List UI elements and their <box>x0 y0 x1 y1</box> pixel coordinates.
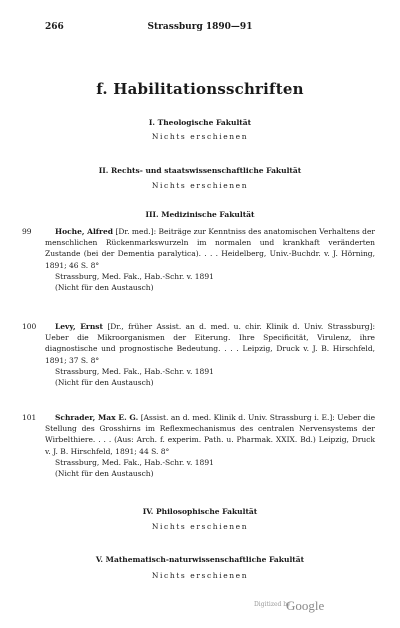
entry-body <box>45 321 375 366</box>
section-heading-science: V. Mathematisch-naturwissenschaftliche Fakultät <box>95 555 305 564</box>
entry-exchange-note: (Nicht für den Austausch) <box>55 469 154 479</box>
section-note-theology: Nichts erschienen <box>151 132 249 141</box>
entry-author: Schrader, Max E. G. <box>55 413 139 422</box>
section-heading-philosophy: IV. Philosophische Fakultät <box>142 507 258 516</box>
entry-number: 101 <box>22 413 37 422</box>
entry-100 <box>22 321 375 388</box>
running-title: Strassburg 1890—91 <box>147 22 253 32</box>
entry-number: 99 <box>22 227 32 236</box>
section-heading-theology: I. Theologische Fakultät <box>148 118 252 127</box>
entry-note: Strassburg, Med. Fak., Hab.-Schr. v. 1891 <box>55 271 214 281</box>
entry-99 <box>22 226 375 293</box>
entry-text: [Dr. med.]: Beiträge zur Kenntniss des anatomischen Verhaltens der menschlichen Rückenmarkswurzeln im normalen und krankhaft veränderten Zustande (bei der Dementia paralytica). . . . Heidelberg, Univ.-Buchdr. v. J. Hörning, 1891; 46 S. 8° <box>45 227 375 270</box>
google-watermark: Google <box>286 598 325 613</box>
entry-note: Strassburg, Med. Fak., Hab.-Schr. v. 1891 <box>55 366 214 376</box>
entry-body <box>45 412 375 457</box>
entry-101 <box>22 412 376 479</box>
section-heading-medicine: III. Medizinische Fakultät <box>145 210 255 219</box>
section-heading-law: II. Rechts- und staatswissenschaftliche Fakultät <box>98 166 302 175</box>
section-note-science: Nichts erschienen <box>151 571 249 580</box>
page-number: 266 <box>45 22 64 32</box>
entry-exchange-note: (Nicht für den Austausch) <box>55 378 154 388</box>
entry-author: Hoche, Alfred <box>55 227 113 236</box>
entry-author: Levy, Ernst <box>55 322 103 331</box>
section-note-philosophy: Nichts erschienen <box>151 522 249 531</box>
entry-exchange-note: (Nicht für den Austausch) <box>55 283 154 293</box>
section-note-law: Nichts erschienen <box>151 181 249 190</box>
page-title: f. Habilitationsschriften <box>96 80 304 98</box>
digitized-by-label: Digitized by <box>254 601 291 608</box>
entry-text: [Dr., früher Assist. an d. med. u. chir. Klinik d. Univ. Strassburg]: Ueber die Mikroorganismen der Eiterung. Ihre Specificität, Virulenz, ihre diagnostische und prognostische Bedeutung. . . . Leipzig, Druck v. J. B. Hirschfeld, 1891; 37 S. 8° <box>45 322 375 365</box>
entry-number: 100 <box>22 322 37 331</box>
entry-note: Strassburg, Med. Fak., Hab.-Schr. v. 1891 <box>55 457 214 467</box>
entry-text: [Assist. an d. med. Klinik d. Univ. Strassburg i. E.]: Ueber die Stellung des Grosshirns im Reflexmechanismus des centralen Nervensystems der Wirbelthiere. . . . (Aus: Arch. f. experim. Path. u. Pharmak. XXIX. Bd.) Leipzig, Druck v. J. B. Hirschfeld, 1891; 44 S. 8° <box>45 413 376 456</box>
entry-body <box>45 226 375 271</box>
